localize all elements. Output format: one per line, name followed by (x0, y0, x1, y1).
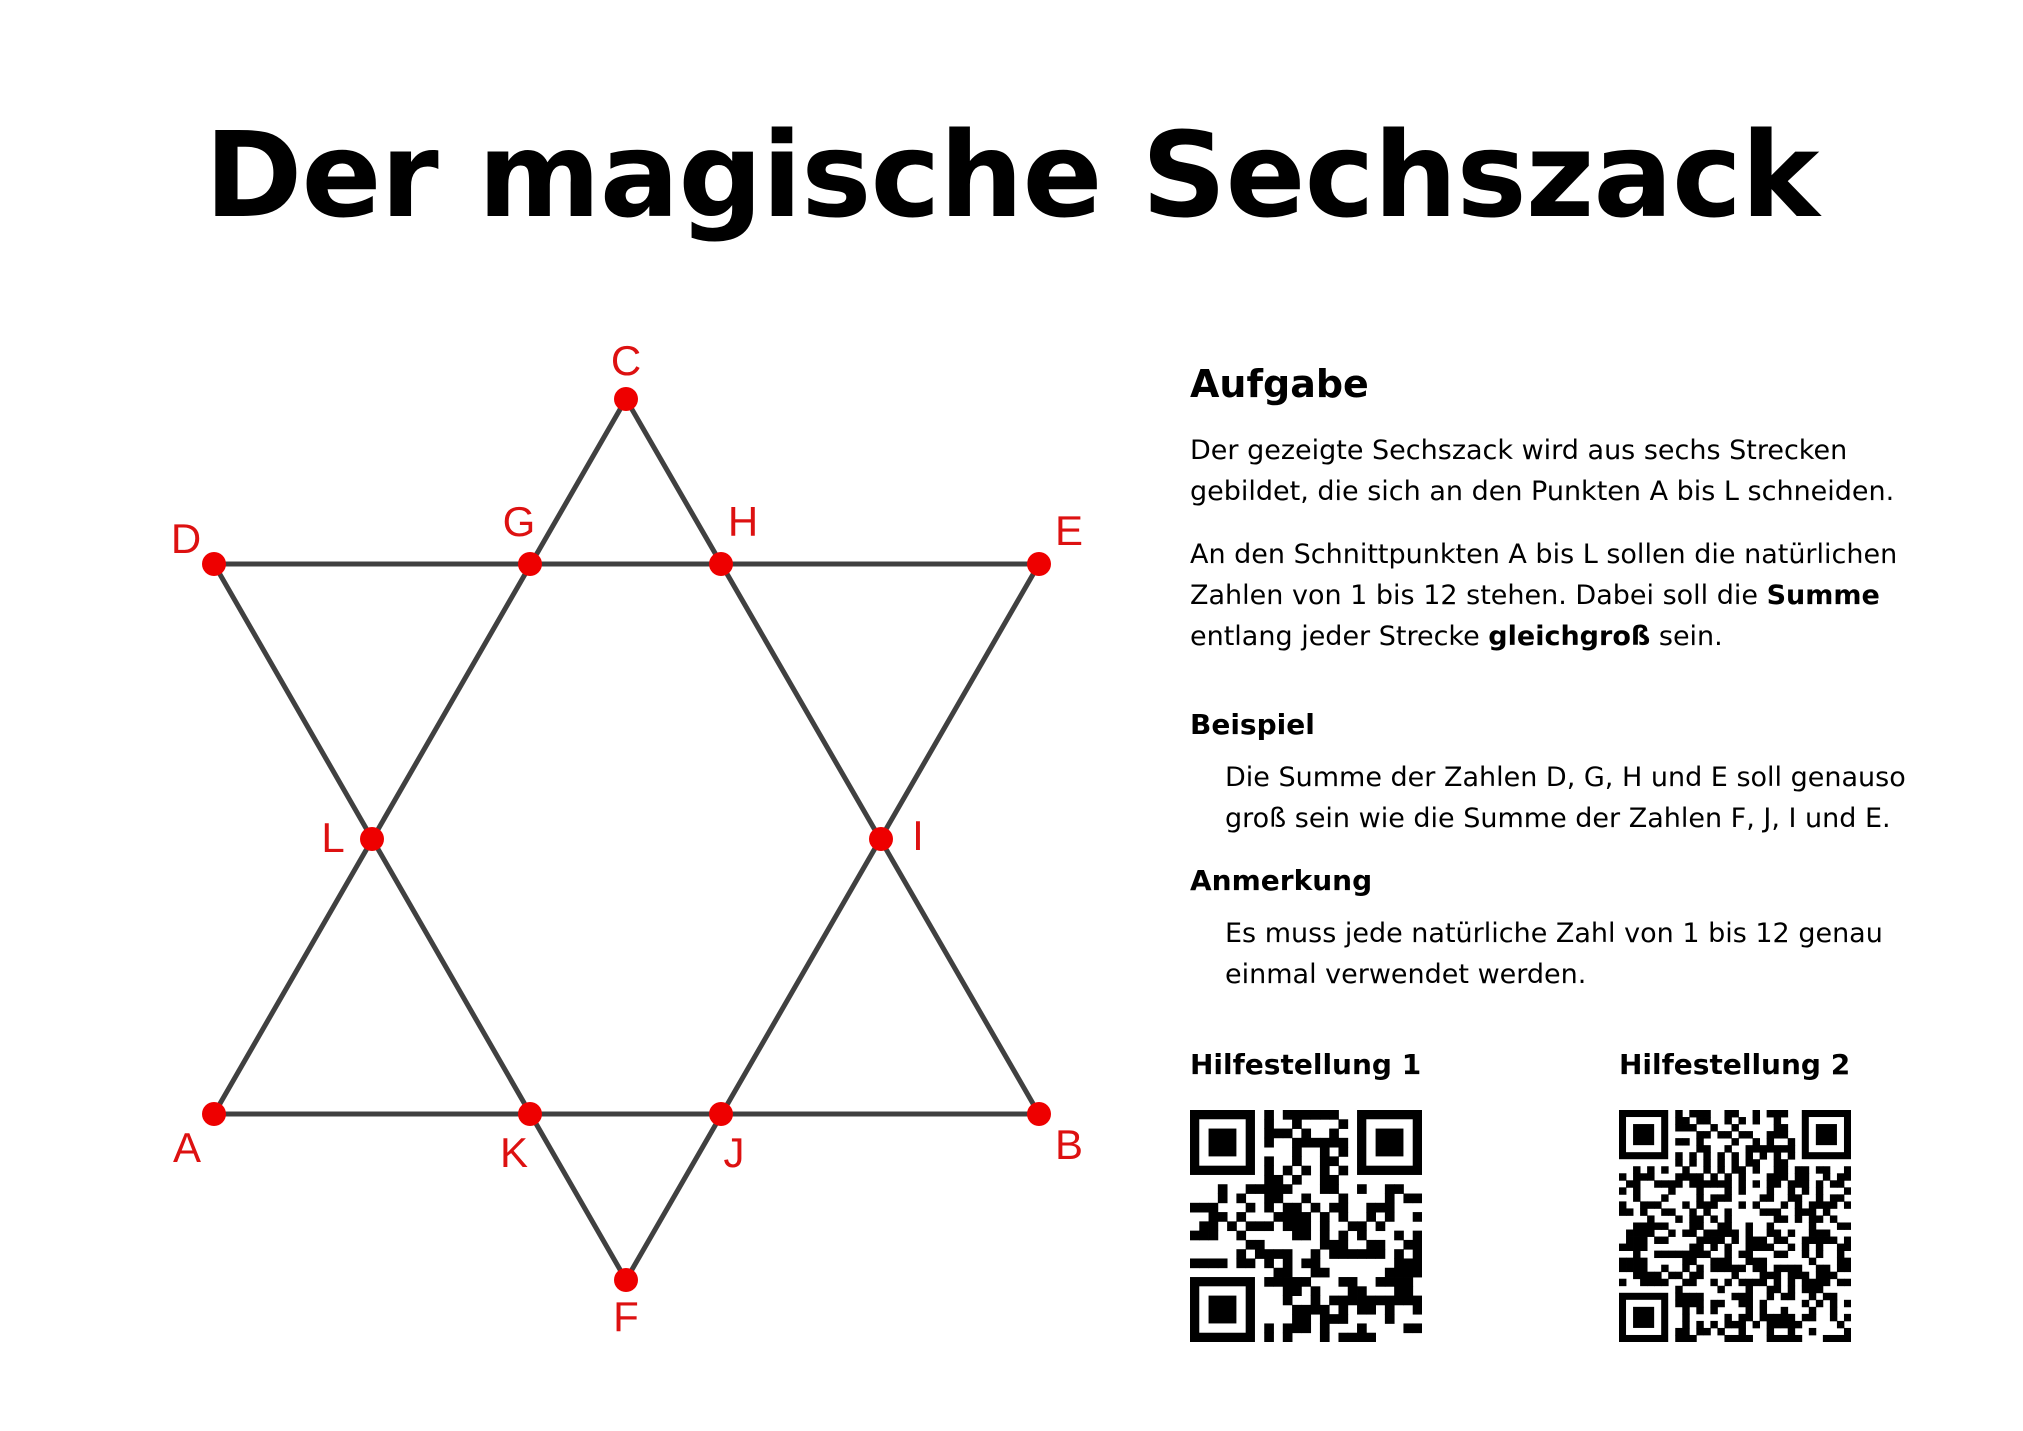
task-panel (1190, 360, 1930, 1017)
segment-DF (214, 564, 626, 1280)
qr-code-hint-1[interactable] (1190, 1110, 1422, 1342)
task-p2-text-1: An den Schnittpunkten A bis L sollen die natürlichen Zahlen von 1 bis 12 stehen. Dabei soll die (1190, 539, 1898, 611)
point-K (518, 1102, 542, 1126)
point-label-E: E (1054, 507, 1084, 555)
point-label-K: K (499, 1129, 529, 1177)
hexagram-labels (171, 337, 1083, 1340)
point-G (518, 552, 542, 576)
hint-2-label: Hilfestellung 2 (1619, 1048, 1851, 1081)
page-title: Der magische Sechszack (204, 106, 1819, 244)
segment-EF (626, 564, 1039, 1280)
point-D (202, 552, 226, 576)
segment-CB (626, 399, 1039, 1114)
note-heading: Anmerkung (1190, 864, 1373, 897)
task-p2-bold-summe: Summe (1766, 580, 1880, 611)
point-label-A: A (172, 1124, 202, 1172)
point-label-I: I (912, 812, 924, 860)
example-heading: Beispiel (1190, 708, 1315, 741)
task-heading: Aufgabe (1190, 362, 1369, 406)
point-E (1027, 552, 1051, 576)
point-L (360, 827, 384, 851)
qr-code-hint-2[interactable] (1619, 1110, 1851, 1342)
note-text: Es muss jede natürliche Zahl von 1 bis 12 genau einmal verwendet werden. (1225, 918, 1883, 990)
task-paragraph-2 (1190, 534, 1930, 657)
task-paragraph-1: Der gezeigte Sechszack wird aus sechs Strecken gebildet, die sich an den Punkten A bis L schneiden. (1190, 435, 1895, 507)
point-label-G: G (502, 498, 536, 546)
point-label-L: L (321, 814, 345, 862)
point-B (1027, 1102, 1051, 1126)
point-C (614, 387, 638, 411)
task-p2-text-3: sein. (1650, 621, 1723, 652)
point-label-B: B (1054, 1121, 1084, 1169)
point-F (614, 1268, 638, 1292)
point-label-C: C (610, 337, 642, 385)
example-text: Die Summe der Zahlen D, G, H und E soll genauso groß sein wie die Summe der Zahlen F, J, I und E. (1225, 762, 1906, 834)
task-p2-text-2: entlang jeder Strecke (1190, 621, 1489, 652)
point-A (202, 1102, 226, 1126)
point-label-H: H (727, 498, 759, 546)
point-label-J: J (723, 1129, 745, 1177)
point-J (709, 1102, 733, 1126)
point-label-D: D (170, 515, 202, 563)
point-H (709, 552, 733, 576)
task-p2-bold-gleichgross: gleichgroß (1488, 621, 1651, 652)
segment-CA (214, 399, 626, 1114)
point-label-F: F (613, 1293, 639, 1341)
point-I (869, 827, 893, 851)
hint-1-label: Hilfestellung 1 (1190, 1048, 1422, 1081)
